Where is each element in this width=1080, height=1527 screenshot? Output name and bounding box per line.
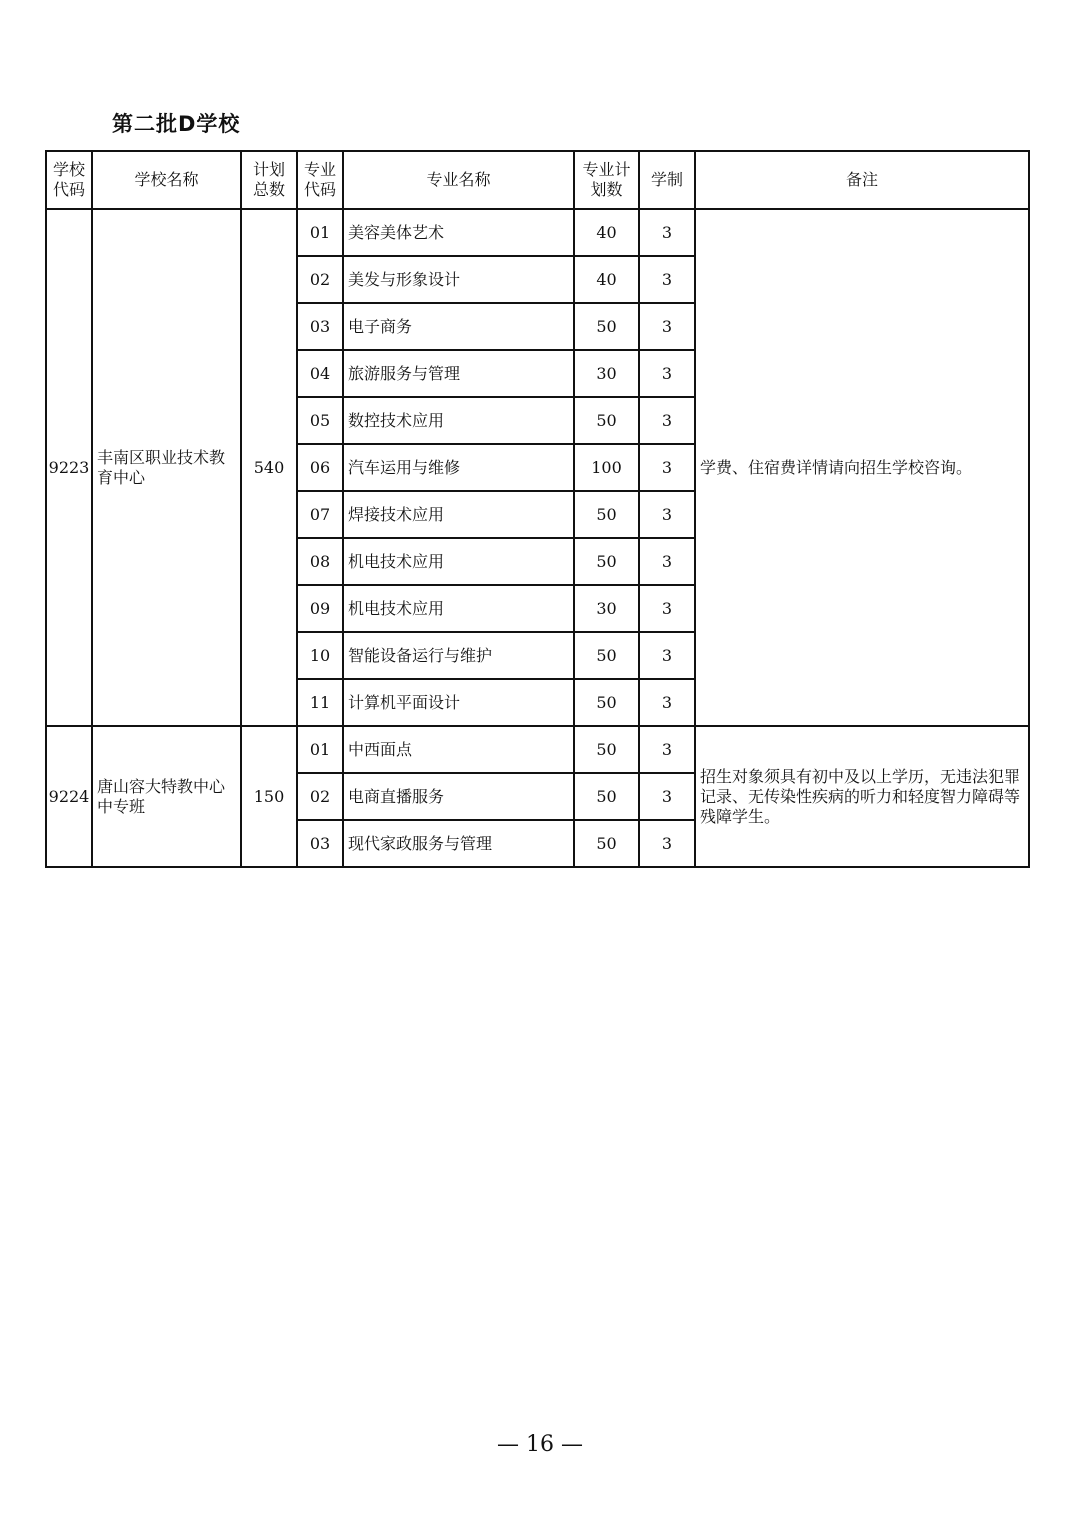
major-code: 02	[297, 773, 343, 820]
major-duration: 3	[639, 773, 695, 820]
header-row	[46, 151, 1029, 209]
admissions-table	[45, 150, 1030, 868]
major-duration: 3	[639, 491, 695, 538]
header-remarks: 备注	[695, 151, 1029, 209]
major-duration: 3	[639, 538, 695, 585]
major-name: 机电技术应用	[343, 585, 574, 632]
major-plan: 50	[574, 632, 639, 679]
major-name: 美发与形象设计	[343, 256, 574, 303]
major-plan: 50	[574, 773, 639, 820]
header-major-name: 专业名称	[343, 151, 574, 209]
major-duration: 3	[639, 679, 695, 726]
major-name: 美容美体艺术	[343, 209, 574, 256]
school-plan-total: 150	[241, 726, 297, 867]
major-code: 11	[297, 679, 343, 726]
major-name: 电商直播服务	[343, 773, 574, 820]
major-code: 10	[297, 632, 343, 679]
major-code: 03	[297, 303, 343, 350]
table-row	[46, 726, 1029, 773]
major-code: 06	[297, 444, 343, 491]
major-code: 03	[297, 820, 343, 867]
header-major-plan: 专业计划数	[574, 151, 639, 209]
major-name: 现代家政服务与管理	[343, 820, 574, 867]
major-plan: 30	[574, 350, 639, 397]
major-duration: 3	[639, 303, 695, 350]
header-school-name: 学校名称	[92, 151, 241, 209]
major-code: 02	[297, 256, 343, 303]
school-name: 唐山容大特教中心中专班	[92, 726, 241, 867]
major-plan: 30	[574, 585, 639, 632]
major-plan: 40	[574, 256, 639, 303]
major-name: 焊接技术应用	[343, 491, 574, 538]
major-name: 智能设备运行与维护	[343, 632, 574, 679]
major-plan: 50	[574, 726, 639, 773]
major-duration: 3	[639, 632, 695, 679]
major-duration: 3	[639, 726, 695, 773]
major-name: 数控技术应用	[343, 397, 574, 444]
major-plan: 50	[574, 397, 639, 444]
school-plan-total: 540	[241, 209, 297, 726]
major-plan: 50	[574, 820, 639, 867]
major-plan: 50	[574, 303, 639, 350]
school-code: 9224	[46, 726, 92, 867]
header-major-code: 专业代码	[297, 151, 343, 209]
major-duration: 3	[639, 397, 695, 444]
major-duration: 3	[639, 444, 695, 491]
header-plan-total: 计划总数	[241, 151, 297, 209]
major-duration: 3	[639, 350, 695, 397]
header-school-code: 学校代码	[46, 151, 92, 209]
major-name: 计算机平面设计	[343, 679, 574, 726]
major-plan: 50	[574, 491, 639, 538]
page-number: — 16 —	[497, 1432, 583, 1457]
major-plan: 40	[574, 209, 639, 256]
header-duration: 学制	[639, 151, 695, 209]
major-code: 07	[297, 491, 343, 538]
major-name: 汽车运用与维修	[343, 444, 574, 491]
major-code: 04	[297, 350, 343, 397]
major-duration: 3	[639, 820, 695, 867]
school-name: 丰南区职业技术教育中心	[92, 209, 241, 726]
section-title: 第二批D学校	[112, 112, 241, 136]
major-duration: 3	[639, 256, 695, 303]
major-plan: 100	[574, 444, 639, 491]
major-code: 05	[297, 397, 343, 444]
major-code: 08	[297, 538, 343, 585]
table-row	[46, 209, 1029, 256]
school-remark: 招生对象须具有初中及以上学历，无违法犯罪记录、无传染性疾病的听力和轻度智力障碍等残障学生。	[695, 726, 1029, 867]
major-name: 机电技术应用	[343, 538, 574, 585]
major-plan: 50	[574, 679, 639, 726]
major-duration: 3	[639, 209, 695, 256]
school-code: 9223	[46, 209, 92, 726]
major-duration: 3	[639, 585, 695, 632]
major-name: 旅游服务与管理	[343, 350, 574, 397]
major-name: 电子商务	[343, 303, 574, 350]
major-name: 中西面点	[343, 726, 574, 773]
school-remark: 学费、住宿费详情请向招生学校咨询。	[695, 209, 1029, 726]
major-code: 09	[297, 585, 343, 632]
major-plan: 50	[574, 538, 639, 585]
major-code: 01	[297, 209, 343, 256]
major-code: 01	[297, 726, 343, 773]
